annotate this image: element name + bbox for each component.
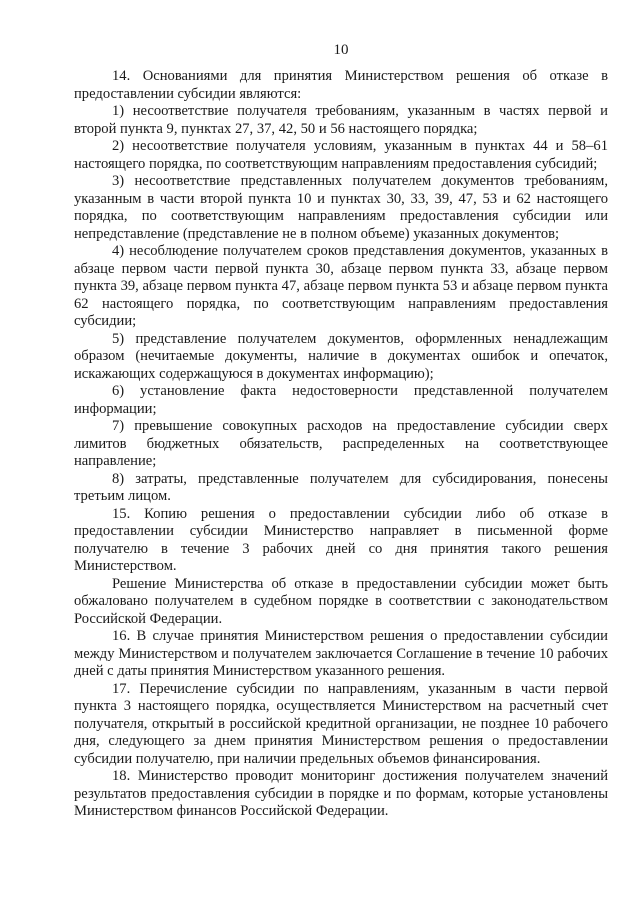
list-item-5: 5) представление получателем документов, оформленных ненадлежащим образом (нечитаемые документы, наличие в документах ошибок и опечаток, искажающих содержащуюся в документах информацию); bbox=[74, 330, 608, 382]
list-item-3: 3) несоответствие представленных получателем документов требованиям, указанным в части второй пункта 10 и пунктах 30, 33, 39, 47, 53 и 62 настоящего порядка, по соответствующим направлениям предоставления субсидии или непредставление (представление не в полном объеме) указанных документов; bbox=[74, 173, 608, 242]
paragraph-15: 15. Копию решения о предоставлении субсидии либо об отказе в предоставлении субсидии Министерство направляет в письменной форме получателю в течение 3 рабочих дней со дня принятия такого решения Министерством. bbox=[74, 505, 608, 574]
paragraph-15-appeal: Решение Министерства об отказе в предоставлении субсидии может быть обжаловано получателем в судебном порядке в соответствии с законодательством Российской Федерации. bbox=[74, 575, 608, 627]
document-body bbox=[74, 68, 608, 821]
list-item-2: 2) несоответствие получателя условиям, указанным в пунктах 44 и 58–61 настоящего порядка, по соответствующим направлениям предоставления субсидий; bbox=[74, 138, 608, 172]
list-item-8: 8) затраты, представленные получателем для субсидирования, понесены третьим лицом. bbox=[74, 470, 608, 504]
paragraph-17: 17. Перечисление субсидии по направлениям, указанным в части первой пункта 3 настоящего порядка, осуществляется Министерством на расчетный счет получателя, открытый в российской кредитной организации, не позднее 10 рабочего дня, следующего за днем принятия Министерством решения о предоставлении субсидии получателю, при наличии предельных объемов финансирования. bbox=[74, 680, 608, 767]
list-item-6: 6) установление факта недостоверности представленной получателем информации; bbox=[74, 383, 608, 417]
page-number: 10 bbox=[333, 42, 349, 58]
list-item-4: 4) несоблюдение получателем сроков представления документов, указанных в абзаце первом части первой пункта 30, абзаце первом пункта 33, абзаце первом пункта 39, абзаце первом пункта 47, абзаце первом пункта 53 и абзаце первом пункта 62 настоящего порядка, по соответствующим направлениям предоставления субсидии; bbox=[74, 243, 608, 329]
paragraph-16: 16. В случае принятия Министерством решения о предоставлении субсидии между Министерством и получателем заключается Соглашение в течение 10 рабочих дней с даты принятия Министерством указанного решения. bbox=[74, 628, 608, 679]
list-item-1: 1) несоответствие получателя требованиям, указанным в частях первой и второй пункта 9, пунктах 27, 37, 42, 50 и 56 настоящего порядка; bbox=[74, 103, 608, 137]
paragraph-18: 18. Министерство проводит мониторинг достижения получателем значений результатов предоставления субсидии в порядке и по формам, которые установлены Министерством финансов Российской Федерации. bbox=[74, 768, 608, 819]
paragraph-14: 14. Основаниями для принятия Министерством решения об отказе в предоставлении субсидии являются: bbox=[74, 68, 608, 102]
list-item-7: 7) превышение совокупных расходов на предоставление субсидии сверх лимитов бюджетных обязательств, распределенных на соответствующее направление; bbox=[74, 418, 608, 469]
